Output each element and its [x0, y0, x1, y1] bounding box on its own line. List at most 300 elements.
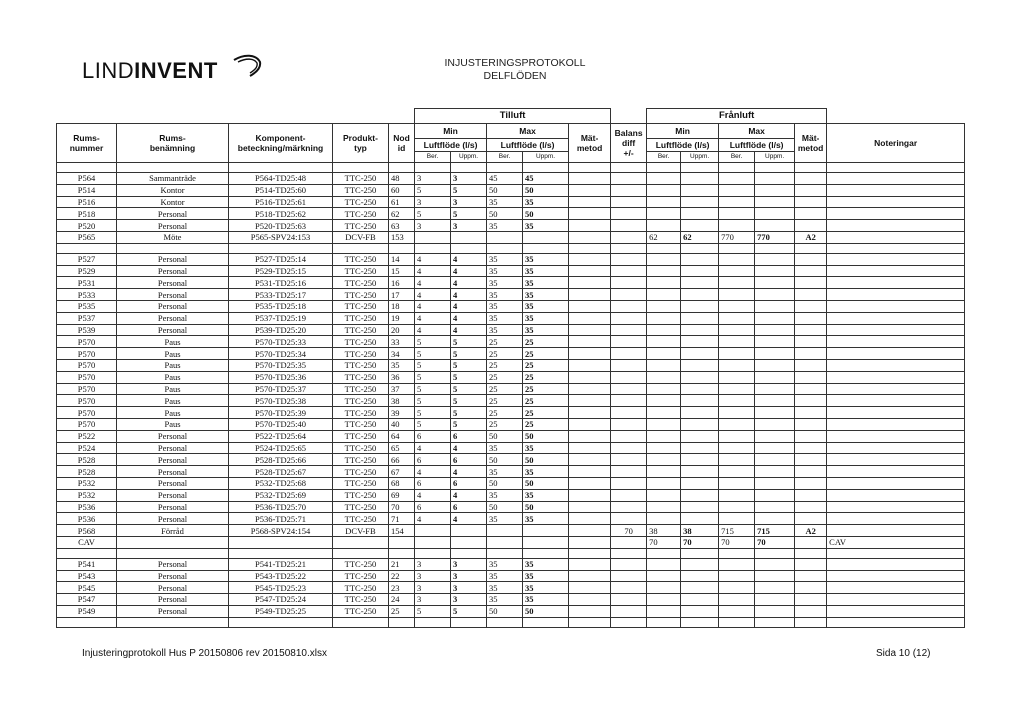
- table-cell: 70: [611, 525, 647, 537]
- table-cell: 35: [487, 466, 523, 478]
- table-cell: 5: [451, 418, 487, 430]
- table-cell: TTC-250: [333, 196, 389, 208]
- table-cell: [681, 513, 719, 525]
- header-ber: Ber.: [487, 152, 523, 163]
- table-cell: 4: [415, 289, 451, 301]
- table-cell: [719, 173, 755, 185]
- table-cell: P528: [57, 466, 117, 478]
- table-cell: [487, 525, 523, 537]
- table-cell: P570: [57, 336, 117, 348]
- table-cell: [719, 184, 755, 196]
- table-cell: P565: [57, 231, 117, 243]
- table-row: [57, 173, 965, 185]
- table-cell: 6: [415, 430, 451, 442]
- table-cell: P520-TD25:63: [229, 220, 333, 232]
- table-cell: Paus: [117, 359, 229, 371]
- table-row: [57, 300, 965, 312]
- table-cell: [755, 395, 795, 407]
- table-cell: 35: [487, 253, 523, 265]
- table-cell: [451, 525, 487, 537]
- table-cell: P541: [57, 558, 117, 570]
- table-cell: [755, 454, 795, 466]
- table-cell: [611, 348, 647, 360]
- table-cell: [795, 558, 827, 570]
- table-cell: 62: [647, 231, 681, 243]
- table-cell: P536-TD25:70: [229, 501, 333, 513]
- table-cell: DCV-FB: [333, 231, 389, 243]
- table-row: [57, 454, 965, 466]
- table-cell: 4: [451, 466, 487, 478]
- spacer-row: [57, 548, 965, 558]
- table-cell: [611, 184, 647, 196]
- table-cell: P547: [57, 594, 117, 606]
- table-cell: TTC-250: [333, 430, 389, 442]
- table-cell: P565-SPV24:153: [229, 231, 333, 243]
- table-cell: [795, 513, 827, 525]
- table-cell: 5: [451, 407, 487, 419]
- table-cell: 50: [523, 477, 569, 489]
- table-cell: [611, 395, 647, 407]
- table-cell: 35: [487, 196, 523, 208]
- header-tilluft-max: Max: [487, 124, 569, 139]
- table-cell: 40: [389, 418, 415, 430]
- table-cell: [611, 454, 647, 466]
- table-cell: 14: [389, 253, 415, 265]
- table-cell: [569, 277, 611, 289]
- table-cell: [795, 605, 827, 617]
- table-cell: [569, 196, 611, 208]
- table-cell: 35: [487, 594, 523, 606]
- logo-text-part2: INVENT: [134, 58, 218, 83]
- table-cell: [719, 265, 755, 277]
- table-cell: [569, 466, 611, 478]
- table-row: [57, 536, 965, 548]
- table-row: [57, 336, 965, 348]
- table-cell: 4: [451, 265, 487, 277]
- table-cell: [795, 324, 827, 336]
- table-cell: 35: [389, 359, 415, 371]
- table-row: [57, 383, 965, 395]
- table-cell: 35: [523, 582, 569, 594]
- table-cell: Paus: [117, 383, 229, 395]
- table-cell: Personal: [117, 570, 229, 582]
- table-cell: 38: [647, 525, 681, 537]
- table-cell: [827, 208, 965, 220]
- table-cell: TTC-250: [333, 312, 389, 324]
- header-komponent: Komponent- beteckning/märkning: [229, 124, 333, 163]
- table-cell: [569, 454, 611, 466]
- table-cell: Möte: [117, 231, 229, 243]
- table-cell: 35: [487, 570, 523, 582]
- table-cell: [389, 536, 415, 548]
- table-cell: [827, 312, 965, 324]
- table-cell: 50: [487, 454, 523, 466]
- table-cell: TTC-250: [333, 348, 389, 360]
- table-cell: [755, 570, 795, 582]
- table-cell: 25: [523, 383, 569, 395]
- table-cell: [569, 312, 611, 324]
- table-cell: 64: [389, 430, 415, 442]
- table-cell: [647, 173, 681, 185]
- table-cell: 50: [523, 454, 569, 466]
- table-cell: 70: [647, 536, 681, 548]
- table-cell: [647, 454, 681, 466]
- table-cell: [681, 466, 719, 478]
- table-cell: [719, 594, 755, 606]
- table-cell: P532-TD25:68: [229, 477, 333, 489]
- table-cell: [681, 173, 719, 185]
- table-cell: [569, 220, 611, 232]
- table-cell: [719, 312, 755, 324]
- table-cell: [611, 300, 647, 312]
- table-cell: 15: [389, 265, 415, 277]
- table-cell: [681, 489, 719, 501]
- table-cell: 4: [451, 324, 487, 336]
- table-cell: [755, 312, 795, 324]
- table-cell: P570: [57, 371, 117, 383]
- table-cell: [569, 383, 611, 395]
- table-cell: [611, 477, 647, 489]
- table-cell: [795, 312, 827, 324]
- table-cell: 69: [389, 489, 415, 501]
- table-cell: A2: [795, 231, 827, 243]
- table-cell: [611, 231, 647, 243]
- table-cell: P545-TD25:23: [229, 582, 333, 594]
- spacer-row: [57, 617, 965, 627]
- table-cell: [755, 196, 795, 208]
- table-cell: [795, 501, 827, 513]
- table-cell: TTC-250: [333, 442, 389, 454]
- table-cell: [827, 558, 965, 570]
- table-cell: [647, 371, 681, 383]
- table-cell: TTC-250: [333, 265, 389, 277]
- header-tilluft-matmetod: Mät- metod: [569, 124, 611, 163]
- table-cell: [795, 300, 827, 312]
- table-cell: P570-TD25:38: [229, 395, 333, 407]
- table-cell: 35: [487, 277, 523, 289]
- table-cell: P532-TD25:69: [229, 489, 333, 501]
- table-cell: 25: [487, 407, 523, 419]
- table-cell: [611, 277, 647, 289]
- table-cell: 4: [415, 324, 451, 336]
- footer-page-number: Sida 10 (12): [876, 648, 931, 659]
- table-cell: P570-TD25:37: [229, 383, 333, 395]
- header-ber: Ber.: [719, 152, 755, 163]
- table-cell: 770: [719, 231, 755, 243]
- table-cell: 35: [487, 442, 523, 454]
- table-cell: Personal: [117, 454, 229, 466]
- table-cell: [795, 430, 827, 442]
- table-cell: [795, 265, 827, 277]
- table-cell: P524: [57, 442, 117, 454]
- table-cell: 4: [415, 442, 451, 454]
- table-cell: [681, 253, 719, 265]
- table-cell: Personal: [117, 277, 229, 289]
- table-cell: 35: [523, 489, 569, 501]
- table-cell: [569, 430, 611, 442]
- table-cell: Personal: [117, 430, 229, 442]
- table-cell: TTC-250: [333, 395, 389, 407]
- table-row: [57, 289, 965, 301]
- table-cell: [647, 430, 681, 442]
- table-cell: A2: [795, 525, 827, 537]
- table-cell: 5: [415, 371, 451, 383]
- table-cell: [719, 558, 755, 570]
- table-cell: [611, 558, 647, 570]
- table-cell: 5: [415, 208, 451, 220]
- table-cell: [827, 501, 965, 513]
- table-cell: [569, 558, 611, 570]
- table-cell: [611, 336, 647, 348]
- table-cell: 65: [389, 442, 415, 454]
- table-row: [57, 231, 965, 243]
- table-cell: [827, 324, 965, 336]
- table-cell: P537-TD25:19: [229, 312, 333, 324]
- table-cell: [795, 359, 827, 371]
- table-cell: [647, 513, 681, 525]
- table-cell: P524-TD25:65: [229, 442, 333, 454]
- table-cell: P570-TD25:34: [229, 348, 333, 360]
- table-cell: [611, 582, 647, 594]
- table-cell: [647, 265, 681, 277]
- table-cell: 5: [451, 395, 487, 407]
- table-cell: P516-TD25:61: [229, 196, 333, 208]
- table-cell: 4: [415, 253, 451, 265]
- table-cell: [647, 418, 681, 430]
- table-cell: 50: [523, 430, 569, 442]
- footer-filename: Injusteringprotokoll Hus P 20150806 rev 20150810.xlsx: [82, 648, 327, 659]
- table-cell: Personal: [117, 489, 229, 501]
- table-cell: TTC-250: [333, 466, 389, 478]
- table-cell: [681, 208, 719, 220]
- table-cell: P541-TD25:21: [229, 558, 333, 570]
- document-title-line2: DELFLÖDEN: [483, 70, 547, 82]
- table-cell: P522: [57, 430, 117, 442]
- table-cell: [827, 265, 965, 277]
- table-cell: 6: [415, 501, 451, 513]
- table-cell: [755, 173, 795, 185]
- table-cell: P531: [57, 277, 117, 289]
- table-cell: 715: [719, 525, 755, 537]
- table-cell: 70: [719, 536, 755, 548]
- table-cell: [681, 371, 719, 383]
- table-cell: P570: [57, 395, 117, 407]
- table-cell: P564: [57, 173, 117, 185]
- table-cell: P570: [57, 348, 117, 360]
- table-cell: TTC-250: [333, 582, 389, 594]
- table-cell: [681, 348, 719, 360]
- table-cell: [647, 277, 681, 289]
- table-cell: 3: [451, 173, 487, 185]
- table-cell: 62: [681, 231, 719, 243]
- table-cell: 5: [415, 336, 451, 348]
- table-cell: Paus: [117, 348, 229, 360]
- table-cell: [611, 442, 647, 454]
- table-cell: Paus: [117, 371, 229, 383]
- table-cell: [569, 525, 611, 537]
- table-cell: [647, 407, 681, 419]
- table-cell: TTC-250: [333, 336, 389, 348]
- table-cell: 67: [389, 466, 415, 478]
- table-cell: 715: [755, 525, 795, 537]
- table-cell: 3: [415, 582, 451, 594]
- table-cell: P536: [57, 513, 117, 525]
- table-cell: 4: [415, 265, 451, 277]
- table-cell: [795, 466, 827, 478]
- table-cell: P532: [57, 489, 117, 501]
- table-cell: [647, 312, 681, 324]
- table-cell: [569, 371, 611, 383]
- table-cell: [719, 253, 755, 265]
- table-cell: 38: [681, 525, 719, 537]
- table-cell: 35: [487, 558, 523, 570]
- table-cell: [719, 395, 755, 407]
- table-cell: [827, 253, 965, 265]
- table-cell: [755, 477, 795, 489]
- table-cell: 34: [389, 348, 415, 360]
- table-cell: 25: [389, 605, 415, 617]
- table-cell: [719, 289, 755, 301]
- table-cell: [827, 300, 965, 312]
- header-tilluft-max-luftflode: Luftflöde (l/s): [487, 139, 569, 152]
- table-cell: [827, 418, 965, 430]
- table-cell: P539-TD25:20: [229, 324, 333, 336]
- table-cell: [827, 407, 965, 419]
- table-cell: 38: [389, 395, 415, 407]
- header-uppm: Uppm.: [681, 152, 719, 163]
- table-cell: [755, 184, 795, 196]
- table-row: [57, 582, 965, 594]
- table-cell: TTC-250: [333, 253, 389, 265]
- table-cell: 4: [451, 513, 487, 525]
- table-cell: Personal: [117, 208, 229, 220]
- table-cell: P516: [57, 196, 117, 208]
- table-cell: 35: [487, 324, 523, 336]
- table-cell: 25: [487, 348, 523, 360]
- table-cell: TTC-250: [333, 173, 389, 185]
- table-cell: [795, 582, 827, 594]
- table-cell: [719, 359, 755, 371]
- table-cell: [755, 442, 795, 454]
- table-cell: [719, 336, 755, 348]
- table-cell: [719, 430, 755, 442]
- table-cell: TTC-250: [333, 289, 389, 301]
- table-cell: [647, 196, 681, 208]
- table-cell: 25: [523, 407, 569, 419]
- table-cell: 35: [523, 442, 569, 454]
- table-cell: [755, 220, 795, 232]
- table-cell: 6: [451, 501, 487, 513]
- table-cell: 35: [523, 312, 569, 324]
- table-cell: [569, 208, 611, 220]
- table-cell: 66: [389, 454, 415, 466]
- table-cell: [647, 336, 681, 348]
- table-cell: [755, 466, 795, 478]
- table-cell: 6: [415, 454, 451, 466]
- table-cell: [681, 558, 719, 570]
- table-cell: [795, 371, 827, 383]
- table-cell: [827, 489, 965, 501]
- header-uppm: Uppm.: [451, 152, 487, 163]
- table-cell: [681, 454, 719, 466]
- table-cell: TTC-250: [333, 300, 389, 312]
- table-cell: 5: [451, 184, 487, 196]
- table-cell: 3: [451, 220, 487, 232]
- table-cell: [681, 383, 719, 395]
- table-cell: 25: [487, 418, 523, 430]
- table-cell: Personal: [117, 442, 229, 454]
- table-cell: [795, 570, 827, 582]
- table-cell: [755, 513, 795, 525]
- table-cell: [719, 371, 755, 383]
- table-cell: Paus: [117, 407, 229, 419]
- table-cell: P518: [57, 208, 117, 220]
- header-franluft: Frånluft: [647, 109, 827, 124]
- table-body: [57, 163, 965, 628]
- table-cell: [827, 289, 965, 301]
- table-cell: [681, 324, 719, 336]
- document-title-line1: INJUSTERINGSPROTOKOLL: [444, 57, 586, 69]
- table-cell: 25: [523, 418, 569, 430]
- table-cell: 25: [523, 395, 569, 407]
- table-cell: P520: [57, 220, 117, 232]
- table-cell: [755, 407, 795, 419]
- table-cell: 35: [487, 300, 523, 312]
- table-cell: 22: [389, 570, 415, 582]
- table-cell: TTC-250: [333, 324, 389, 336]
- table-cell: Kontor: [117, 196, 229, 208]
- table-cell: 3: [415, 196, 451, 208]
- header-franluft-max-luftflode: Luftflöde (l/s): [719, 139, 795, 152]
- table-cell: P518-TD25:62: [229, 208, 333, 220]
- header-noteringar: Noteringar: [827, 124, 965, 163]
- table-cell: 3: [451, 196, 487, 208]
- table-cell: 35: [523, 196, 569, 208]
- table-cell: P514-TD25:60: [229, 184, 333, 196]
- table-cell: [681, 501, 719, 513]
- table-cell: [611, 312, 647, 324]
- table-cell: [719, 489, 755, 501]
- table-cell: [681, 336, 719, 348]
- table-cell: [681, 196, 719, 208]
- table-cell: [569, 253, 611, 265]
- table-cell: [755, 371, 795, 383]
- table-cell: [755, 265, 795, 277]
- table-cell: [569, 359, 611, 371]
- table-cell: 25: [487, 371, 523, 383]
- table-row: [57, 184, 965, 196]
- table-cell: [611, 253, 647, 265]
- table-cell: 35: [487, 513, 523, 525]
- table-cell: [827, 231, 965, 243]
- table-cell: 37: [389, 383, 415, 395]
- table-cell: 35: [523, 558, 569, 570]
- table-cell: 35: [523, 466, 569, 478]
- table-cell: 25: [487, 395, 523, 407]
- table-cell: P543-TD25:22: [229, 570, 333, 582]
- table-cell: [681, 265, 719, 277]
- table-cell: [611, 208, 647, 220]
- table-cell: Personal: [117, 558, 229, 570]
- table-cell: P570-TD25:36: [229, 371, 333, 383]
- table-cell: Personal: [117, 220, 229, 232]
- table-cell: 50: [487, 184, 523, 196]
- table-cell: [647, 395, 681, 407]
- table-cell: [795, 489, 827, 501]
- table-cell: [415, 525, 451, 537]
- table-cell: 24: [389, 594, 415, 606]
- table-cell: 5: [415, 184, 451, 196]
